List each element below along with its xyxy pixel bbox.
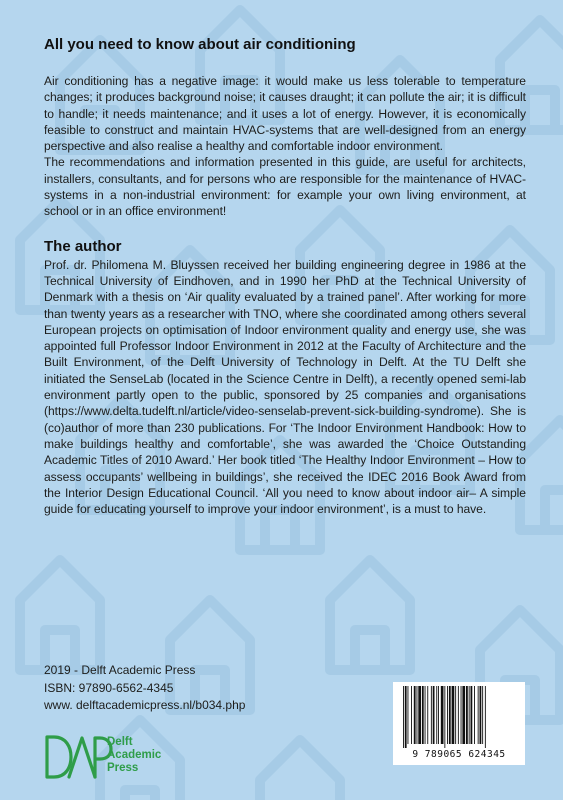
author-heading: The author <box>44 237 122 255</box>
barcode-bar <box>462 686 465 744</box>
publisher-name-line-1: Delft <box>107 736 133 748</box>
barcode-bars <box>401 686 519 748</box>
barcode-bar <box>433 686 435 744</box>
barcode-bar <box>427 686 428 744</box>
intro-paragraph-2: The recommendations and information presented in this guide, are useful for architects, installers, consultants, and for persons who are responsible for the maintenance of HVAC-systems in a non-industrial environment: for example your own living environment, at school or in an office environment! <box>44 155 526 219</box>
intro-section <box>44 73 526 220</box>
barcode-bar <box>466 686 468 744</box>
house-pattern-shape <box>260 740 340 800</box>
barcode-bar <box>474 686 475 744</box>
intro-paragraph-1: Air conditioning has a negative image: it would make us less tolerable to temperature changes; it produces background noise; it causes draught; it can pollute the air; it is difficult to handle; it needs maintenance; and it uses a lot of energy. However, it is economically feasible to construct and maintain HVAC-systems that are well-designed from an energy perspective and also realise a healthy and comfortable indoor environment. <box>44 74 526 154</box>
publication-url: www. delftacademicpress.nl/b034.php <box>44 698 246 712</box>
barcode-bar <box>438 686 439 744</box>
intro-title: All you need to know about air conditioning <box>44 36 356 53</box>
publisher-name-line-3: Press <box>107 762 139 774</box>
author-section <box>44 257 526 518</box>
barcode-bar <box>449 686 451 744</box>
barcode-bar <box>422 686 424 744</box>
barcode-bar <box>418 686 421 744</box>
barcode-bar <box>431 686 432 744</box>
barcode-bar <box>480 686 482 744</box>
barcode-bar <box>452 686 455 744</box>
barcode-bar <box>461 686 462 744</box>
text-column <box>44 36 526 517</box>
barcode-bar <box>436 686 437 744</box>
barcode-bar <box>417 686 418 744</box>
publication-year-publisher: 2019 - Delft Academic Press <box>44 663 196 677</box>
house-pattern-shape <box>20 560 100 670</box>
isbn-barcode <box>393 682 525 765</box>
publication-isbn: ISBN: 97890-6562-4345 <box>44 680 174 695</box>
house-pattern-shape <box>330 560 410 670</box>
house-pattern-shape <box>520 420 563 530</box>
barcode-digits: 9 789065 624345 <box>412 749 506 760</box>
barcode-bar <box>441 686 444 744</box>
barcode-bar <box>469 686 470 744</box>
barcode-bar <box>447 686 448 744</box>
barcode-bar <box>458 686 459 744</box>
publisher-name <box>107 736 161 775</box>
barcode-bar <box>411 686 412 744</box>
barcode-bar <box>425 686 426 744</box>
barcode-bar <box>478 686 479 744</box>
barcode-bar <box>403 686 404 748</box>
publisher-name-line-2: Academic <box>107 749 162 761</box>
barcode-bar <box>405 686 407 748</box>
barcode-bar <box>485 686 486 748</box>
author-bio: Prof. dr. Philomena M. Bluyssen received her building engineering degree in 1986 at the Technical University of Eindhoven, and in 1990 her PhD at the Technical University of Denmark with a thesis on ‘Air quality evaluated by a trained panel’. After working for more than twenty years as a researcher with TNO, where she coordinated among others several European projects on optimisation of Indoor environment quality and energy use, she was appointed full Professor Indoor Environment in 2012 at the Faculty of Architecture and the Built Environment, of the Delft University of Technology in Delft. At the TU Delft she initiated the SenseLab (located in the Science Centre in Delft), a recently opened semi-lab environment partly open to the public, sponsored by 25 companies and organisations (https://www.delta.tudelft.nl/article/video-senselab-prevent-sick-building-syndrome). She is (co)author of more than 230 publications. For ‘The Indoor Environment Handbook: How to make buildings healthy and comfortable’, she was awarded the ‘Choice Outstanding Academic Titles of 2010 Award.’ Her book titled ‘The Healthy Indoor Environment – How to assess occupants’ wellbeing in buildings’, she received the IDEC 2016 Book Award from the Interior Design Educational Council. ‘All you need to know about indoor air– A simple guide for educating yourself to improve your indoor environment’, is a must to have. <box>44 257 526 517</box>
barcode-bar <box>482 686 483 744</box>
barcode-bar <box>444 686 445 748</box>
publication-info <box>44 662 245 715</box>
barcode-bar <box>408 686 409 744</box>
barcode-bar <box>471 686 473 744</box>
barcode-bar <box>414 686 416 744</box>
barcode-bar <box>455 686 456 744</box>
